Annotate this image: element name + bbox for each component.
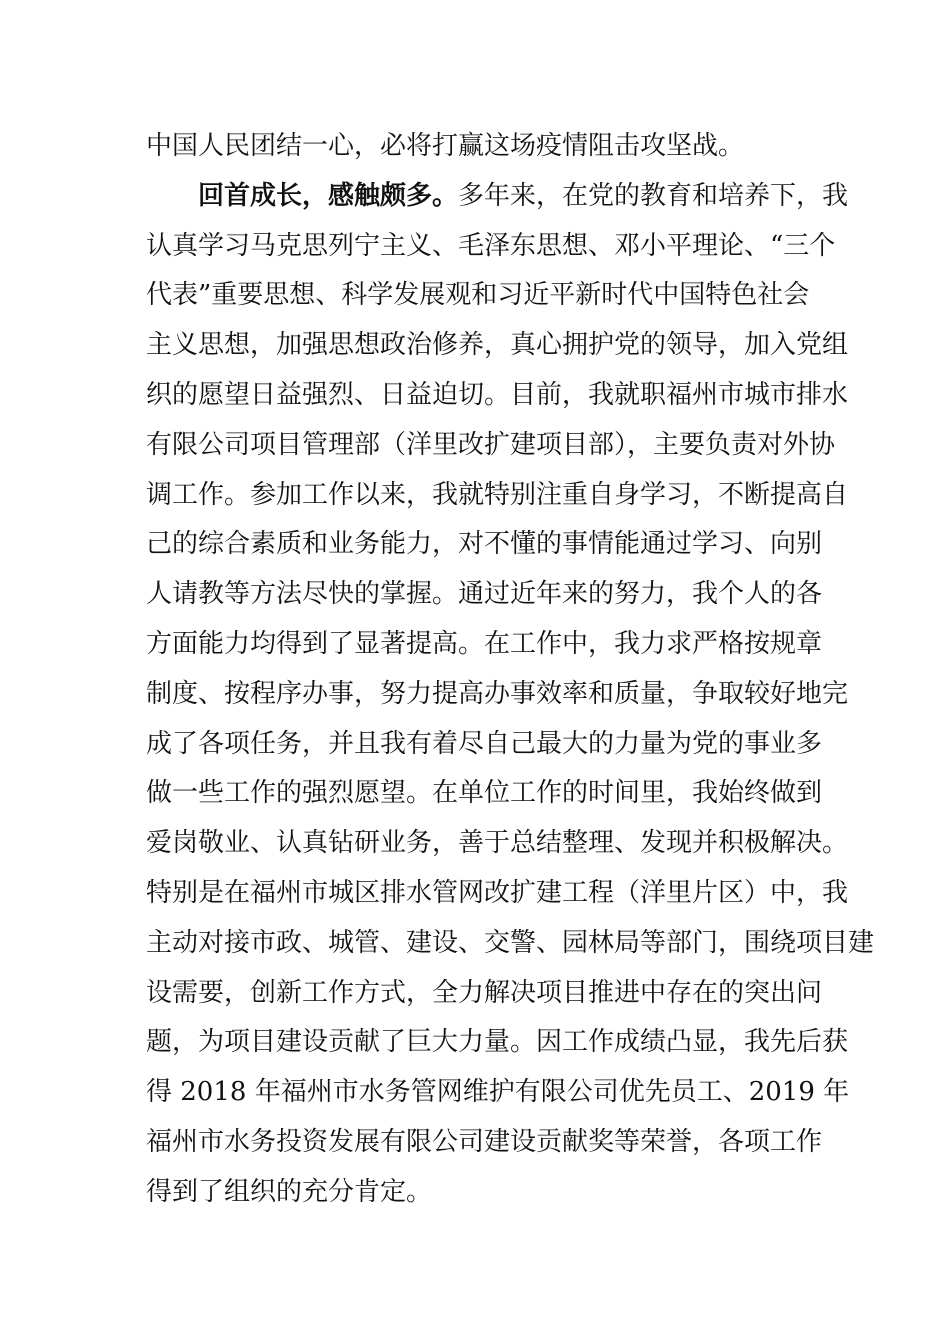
- text-line: 福州市水务投资发展有限公司建设贡献奖等荣誉，各项工作: [146, 1126, 823, 1157]
- text-line: 中国人民团结一心，必将打赢这场疫情阻击攻坚战。: [146, 131, 745, 161]
- text-line: 主义思想，加强思想政治修养，真心拥护党的领导，加入党组: [146, 330, 849, 361]
- text-line: 题，为项目建设贡献了巨大力量。因工作成绩凸显，我先后获: [146, 1027, 849, 1058]
- section-heading: 回首成长，感触颇多。: [198, 180, 459, 211]
- text-line: 代表”重要思想、科学发展观和习近平新时代中国特色社会: [146, 280, 810, 311]
- body-text: [146, 122, 875, 1218]
- text-line: 织的愿望日益强烈、日益迫切。目前，我就职福州市城市排水: [146, 379, 849, 410]
- text-line: 得到了组织的充分肯定。: [146, 1176, 433, 1207]
- paragraph-first-line: [146, 172, 849, 222]
- text-line: 认真学习马克思列宁主义、毛泽东思想、邓小平理论、“三个: [146, 230, 836, 261]
- text-line: 人请教等方法尽快的掌握。通过近年来的努力，我个人的各: [146, 579, 823, 610]
- text-line: 成了各项任务，并且我有着尽自己最大的力量为党的事业多: [146, 728, 823, 759]
- text-line: 有限公司项目管理部（洋里改扩建项目部），主要负责对外协: [146, 429, 836, 460]
- section-lead-text: 多年来，在党的教育和培养下，我: [458, 180, 849, 211]
- text-line: 主动对接市政、城管、建设、交警、园林局等部门，围绕项目建: [146, 927, 875, 958]
- text-line: 设需要，创新工作方式，全力解决项目推进中存在的突出问: [146, 977, 823, 1008]
- text-line: 得 2018 年福州市水务管网维护有限公司优先员工、2019 年: [146, 1077, 850, 1108]
- text-line: 己的综合素质和业务能力，对不懂的事情能通过学习、向别: [146, 529, 823, 560]
- text-line: 制度、按程序办事，努力提高办事效率和质量，争取较好地完: [146, 678, 849, 709]
- text-line: 爱岗敬业、认真钻研业务，善于总结整理、发现并积极解决。: [146, 828, 849, 859]
- text-line: 调工作。参加工作以来，我就特别注重自身学习，不断提高自: [146, 479, 849, 510]
- text-line: 特别是在福州市城区排水管网改扩建工程（洋里片区）中，我: [146, 877, 849, 908]
- text-line: 方面能力均得到了显著提高。在工作中，我力求严格按规章: [146, 628, 823, 659]
- text-line: 做一些工作的强烈愿望。在单位工作的时间里，我始终做到: [146, 778, 823, 809]
